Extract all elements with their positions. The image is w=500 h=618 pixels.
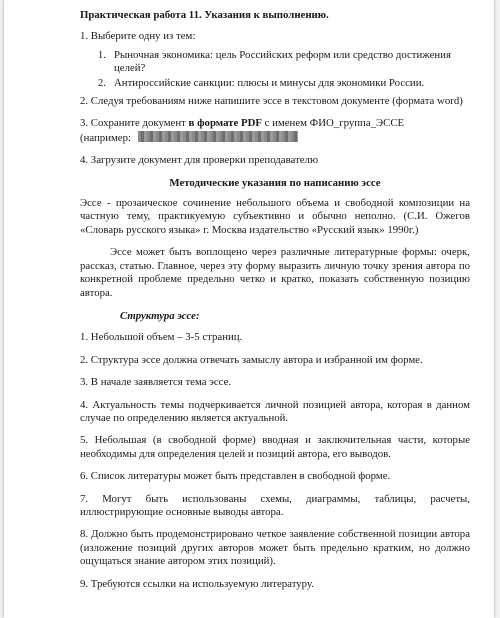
structure-item: 9. Требуются ссылки на используемую литературу. [80, 577, 314, 590]
redacted-example [138, 131, 298, 142]
structure-item: 5. Небольшая (в свободной форме) вводная и заключительная части, которые необходимы для определения целей и позиций автора, его выводов. [80, 434, 470, 460]
essay-definition: Эссе - прозаическое сочинение небольшого объема и свободной композиции на частную тему, практикуемую субъективно и обычно неполно. (С.И. Ожегов «Словарь русского языка» г. Москва издательство «Русский язык» 1990г.) [80, 197, 470, 236]
topic-text: Антироссийские санкции: плюсы и минусы для экономики России. [114, 76, 425, 89]
topic-number: 1. [97, 48, 106, 61]
topic-item [80, 49, 470, 76]
guidelines-heading: Методические указания по написанию эссе [169, 176, 381, 189]
topic-list [80, 49, 470, 90]
step-3 [80, 117, 470, 145]
document-content [80, 9, 470, 600]
structure-item: 3. В начале заявляется тема эссе. [80, 376, 232, 389]
step-3-filename: с именем ФИО_группа_ЭССЕ [261, 117, 405, 130]
step-3-text: 3. Сохраните документ [80, 117, 189, 130]
structure-item: 4. Актуальность темы подчеркивается личной позицией автора, которая в данном случае по определению является актуальной. [80, 398, 470, 424]
structure-item: 6. Список литературы может быть представлен в свободной форме. [80, 470, 391, 483]
structure-item: 8. Должно быть продемонстрировано четкое заявление собственной позиции автора (изложение позиций других авторов может быть предельно кратким, но должно ощущаться знание автором этих позиций). [80, 528, 470, 568]
document-page [4, 0, 494, 618]
step-4: 4. Загрузите документ для проверки преподавателю [80, 154, 319, 167]
structure-heading: Структура эссе: [120, 309, 200, 322]
topic-item [80, 77, 470, 90]
essay-forms-paragraph: Эссе может быть воплощено через различные литературные формы: очерк, рассказ, статью. Главное, через эту форму выразить личную точку зрения автора по конкретной проблеме предельно четко и кратко, показать собственную позицию автора. [80, 246, 470, 299]
step-2: 2. Следуя требованиям ниже напишите эссе в текстовом документе (формата word) [80, 95, 463, 108]
topic-number: 2. [97, 76, 106, 89]
pdf-format-emphasis: в формате PDF [188, 117, 262, 130]
structure-item: 7. Могут быть использованы схемы, диаграммы, таблицы, расчеты, иллюстрирующие основные выводы автора. [80, 492, 470, 518]
step-1: 1. Выберите одну из тем: [80, 30, 196, 43]
document-title: Практическая работа 11. Указания к выполнению. [80, 9, 329, 21]
structure-item: 2. Структура эссе должна отвечать замыслу автора и избранной им форме. [80, 353, 423, 366]
step-3-example: (например: [80, 131, 134, 144]
structure-item: 1. Небольшой объем – 3-5 страниц. [80, 331, 243, 344]
topic-text: Рыночная экономика: цель Российских реформ или средство достижения целей? [114, 48, 451, 75]
